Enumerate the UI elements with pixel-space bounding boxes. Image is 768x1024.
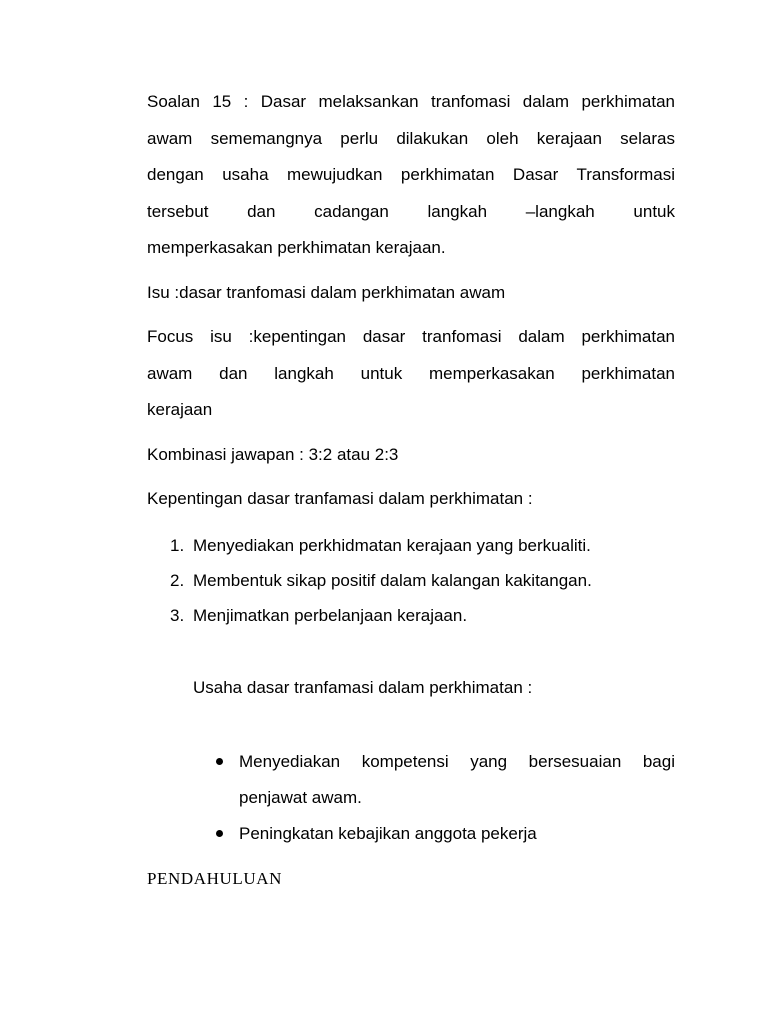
spacer [147,518,675,528]
spacer [147,429,675,437]
focus-line: awam dan langkah untuk memperkasakan perkhimatan [147,363,675,383]
bullet-item-line: Menyediakan kompetensi yang bersesuaian bagi [239,751,675,771]
bullet-dot-icon [216,830,223,837]
spacer [147,633,675,670]
bullet-item-line: Peningkatan kebajikan anggota pekerja [239,823,537,843]
document-body [147,84,675,894]
list-item-text: Menjimatkan perbelanjaan kerajaan. [193,605,468,625]
list-number: 3. [170,605,185,625]
spacer [147,852,675,864]
list-item-text: Membentuk sikap positif dalam kalangan kakitangan. [193,570,592,590]
question-line: dengan usaha mewujudkan perkhimatan Dasar Transformasi [147,165,675,184]
bullet-dot-icon [216,758,223,765]
spacer [147,267,675,275]
focus-line: kerajaan [147,400,213,419]
usaha-list [147,744,675,852]
usaha-title: Usaha dasar tranfamasi dalam perkhimatan : [193,677,533,697]
list-number: 2. [170,570,185,590]
kombinasi-line: Kombinasi jawapan : 3:2 atau 2:3 [147,444,399,464]
list-item [147,528,675,563]
question-line: awam sememangnya perlu dilakukan oleh kerajaan selaras [147,128,675,148]
list-item [147,563,675,598]
spacer [147,473,675,481]
list-number: 1. [170,535,185,555]
focus-paragraph [147,319,675,429]
question-paragraph [147,84,675,267]
isu-line: Isu :dasar tranfomasi dalam perkhimatan awam [147,282,506,302]
question-line: tersebut dan cadangan langkah –langkah untuk [147,201,675,221]
section-heading: PENDAHULUAN [147,868,283,888]
bullet-item [147,744,675,816]
list-item [147,598,675,633]
question-line: memperkasakan perkhimatan kerajaan. [147,238,446,257]
bullet-item-line: penjawat awam. [239,787,362,807]
bullet-item [147,816,675,852]
focus-line: Focus isu :kepentingan dasar tranfomasi dalam perkhimatan [147,327,675,346]
list-item-text: Menyediakan perkhidmatan kerajaan yang berkualiti. [193,535,591,555]
spacer [147,311,675,319]
kepentingan-list [147,528,675,633]
spacer [147,705,675,744]
question-line: Soalan 15 : Dasar melaksankan tranfomasi dalam perkhimatan [147,92,675,111]
kepentingan-title: Kepentingan dasar tranfamasi dalam perkhimatan : [147,489,533,508]
